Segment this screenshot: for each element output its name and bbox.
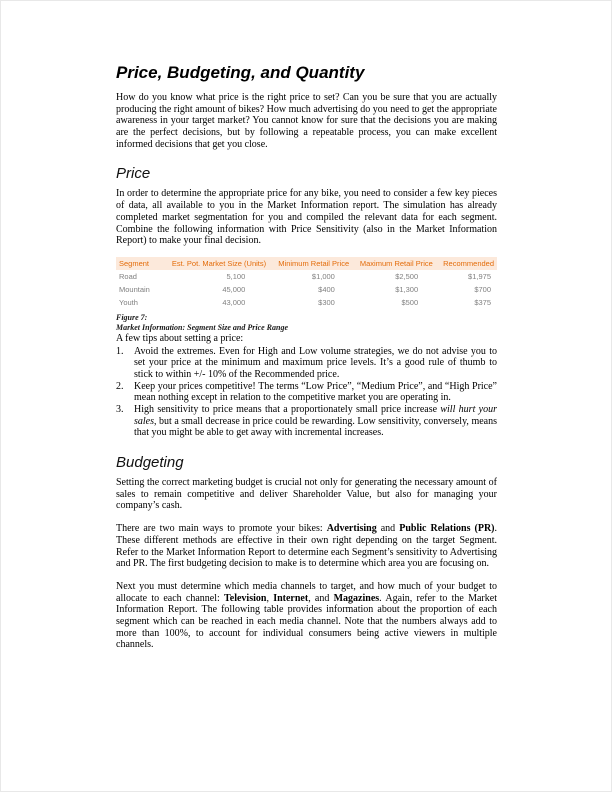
table-header-segment: Segment (116, 257, 169, 270)
table-cell-segment: Mountain (119, 284, 150, 294)
table-cell-market-size: 43,000 (222, 297, 246, 307)
list-item-number: 3. (116, 404, 124, 415)
budgeting-paragraph-3: Next you must determine which media channels to target, and how much of your budget to allocate to each channel: Television, Internet, and Magazines. Again, refer to the Market Information Report. The following table provides information about the proportion of each segment which can be reached in each media channel. Note that the numbers always add to more than 100%, to account for individual consumers being active viewers in multiple channels. (116, 580, 497, 651)
table-cell-max-price: $500 (401, 297, 419, 307)
table-header-recommended: Recommended (440, 257, 497, 270)
intro-paragraph: How do you know what price is the right price to set? Can you be sure that you are actually producing the right amount of bikes? How much advertising do you need to get the appropriate awareness in your target market? You cannot know for sure that the decisions you are making are the perfect decisions, but by following a repeatable process, you can make excellent informed decisions that get you close. (116, 92, 497, 150)
tips-intro: A few tips about setting a price: (116, 332, 244, 344)
table-cell-segment: Youth (119, 297, 138, 307)
list-item-text: Avoid the extremes. Even for High and Low volume strategies, we do not advise you to set your price at the minimum and maximum price levels. It’s a good rule of thumb to stick to within +/- 10% of the Recommended price. (134, 345, 497, 380)
table-row (116, 283, 497, 296)
table-header-row (116, 257, 497, 270)
price-table (116, 257, 497, 309)
table-cell-recommended: $700 (474, 284, 491, 294)
list-item (116, 381, 497, 404)
price-table-body (116, 270, 497, 309)
budgeting-paragraph-1: Setting the correct marketing budget is crucial not only for generating the necessary amount of sales to remain competitive and deliver Shareholder Value, but also for managing your company’s cash. (116, 477, 497, 512)
table-cell-market-size: 5,100 (226, 271, 246, 281)
budgeting-paragraph-2: There are two main ways to promote your bikes: Advertising and Public Relations (PR). These different methods are effective in their own right depending on the target Segment. Refer to the Market Information Report to determine each Segment’s sensitivity to Advertising and PR. The first budgeting decision to make is to determine which area you are focusing on. (116, 523, 498, 570)
list-item-number: 1. (116, 345, 124, 357)
table-row (116, 270, 497, 283)
table-cell-recommended: $375 (474, 297, 491, 307)
table-header-max-price: Maximum Retail Price (357, 257, 440, 270)
table-cell-min-price: $1,000 (311, 271, 335, 281)
table-cell-market-size: 45,000 (222, 284, 246, 294)
table-cell-min-price: $300 (318, 297, 335, 307)
price-table-header (116, 257, 497, 270)
figure-caption (116, 313, 497, 333)
section-heading-price: Price (116, 165, 151, 183)
table-header-min-price: Minimum Retail Price (275, 257, 357, 270)
figure-label: Figure 7: (116, 312, 148, 322)
list-item-text: High sensitivity to price means that a proportionately small price increase will hurt your sales, but a small decrease in price could be rewarding. Low sensitivity, conversely, means that you might be able to get away with incremental increases. (134, 404, 497, 439)
list-item (116, 346, 497, 381)
list-item-number: 2. (116, 380, 124, 392)
table-row (116, 296, 497, 309)
table-cell-min-price: $400 (318, 284, 335, 294)
table-header-market-size: Est. Pot. Market Size (Units) (169, 257, 275, 270)
figure-caption-text: Market Information: Segment Size and Price Range (116, 322, 289, 332)
section-heading-budgeting: Budgeting (116, 454, 184, 472)
tips-list (116, 346, 497, 440)
table-cell-max-price: $1,300 (395, 284, 419, 294)
table-cell-segment: Road (119, 271, 137, 281)
price-paragraph: In order to determine the appropriate price for any bike, you need to consider a few key pieces of data, all available to you in the Market Information report. The simulation has already completed market segmentation for you and compiled the relevant data for each segment. Combine the following information with Price Sensitivity (also in the Market Information Report) to make your final decision. (116, 188, 497, 247)
table-cell-recommended: $1,975 (468, 271, 491, 281)
list-item (116, 404, 497, 439)
list-item-text: Keep your prices competitive! The terms “Low Price”, “Medium Price”, and “High Price” mean nothing except in relation to the competitive market you are operating in. (134, 380, 497, 404)
table-cell-max-price: $2,500 (395, 271, 419, 281)
page-title: Price, Budgeting, and Quantity (116, 63, 365, 82)
